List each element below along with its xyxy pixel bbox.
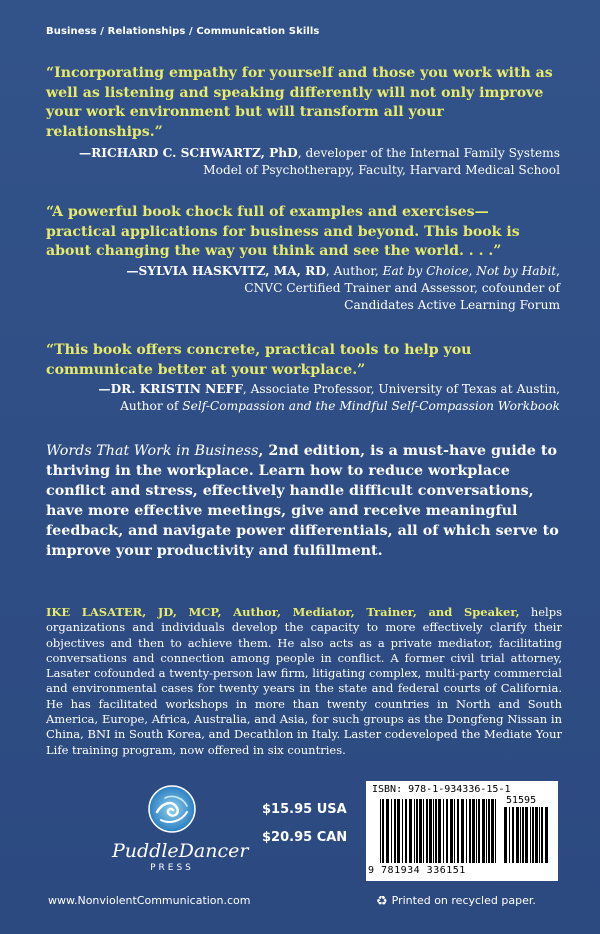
barcode	[366, 781, 558, 881]
endorsement-quote-1: “Incorporating empathy for yourself and those you work with as well as listening and speaking differently will not only improve your work environment but will transform all your relationships.”	[46, 65, 553, 140]
puddledancer-logo-icon	[147, 784, 197, 834]
endorsement-name-2: —SYLVIA HASKVITZ, MA, RD	[126, 264, 326, 278]
publisher-logo	[112, 784, 249, 873]
attribution-line: , Associate Professor, University of Texas at Austin,	[242, 382, 560, 396]
attribution-line: CNVC Certified Trainer and Assessor, cofounder of	[244, 280, 560, 295]
recycled-text: Printed on recycled paper.	[391, 894, 536, 907]
author-name: IKE LASATER, JD, MCP, Author, Mediator, Trainer, and Speaker,	[46, 605, 520, 619]
attribution-line: Model of Psychotherapy, Faculty, Harvard Medical School	[203, 162, 560, 177]
attribution-line: ,	[556, 264, 560, 278]
endorsement-attribution-1	[60, 145, 560, 179]
ean-digits: 9 781934 336151	[368, 865, 466, 876]
book-title: Self-Compassion and the Mindful Self-Compassion Workbook	[182, 398, 560, 413]
addon-barcode-icon	[504, 807, 552, 863]
ean-barcode-icon	[380, 799, 498, 863]
addon-digits: 51595	[506, 795, 537, 806]
attribution-line: Candidates Active Learning Forum	[344, 297, 560, 312]
recycle-icon: ♻	[376, 894, 388, 909]
price-usa: $15.95 USA	[262, 802, 347, 817]
bio-text: helps organizations and individuals develop the capacity to more effectively clarify their objectives and then to achieve them. He also acts as a private mediator, facilitating conversations and connection among people in conflict. A former civil trial attorney, Lasater cofounded a twenty-person law firm, litigating complex, multi-party commercial and environmental cases for twenty years in the state and federal courts of California. He has facilitated workshops in more than twenty countries in North and South America, Europe, Africa, Australia, and Asia, for such groups as the Dongfeng Nissan in China, BNI in South Korea, and Decathlon in Italy. Laster codeveloped the Mediate Your Life training program, now offered in six countries.	[46, 605, 562, 757]
category-label: Business / Relationships / Communication Skills	[46, 26, 320, 37]
isbn-text: ISBN: 978-1-934336-15-1	[372, 784, 511, 795]
website-url[interactable]: www.NonviolentCommunication.com	[48, 894, 251, 907]
author-bio	[46, 605, 562, 758]
endorsement-name-3: —DR. KRISTIN NEFF	[98, 382, 243, 396]
book-title: Words That Work in Business	[46, 443, 259, 459]
endorsement-name-1: —RICHARD C. SCHWARTZ, PhD	[78, 146, 298, 160]
endorsement-quote-2: “A powerful book chock full of examples and exercises— practical applications for business and beyond. This book is about changing the way you think and see the world. . . .”	[46, 204, 520, 259]
attribution-line: Author of	[120, 398, 183, 413]
book-title: Eat by Choice, Not by Habit	[382, 264, 557, 278]
endorsement-attribution-3	[40, 381, 560, 415]
endorsement-quote-3: “This book offers concrete, practical tools to help you communicate better at your workplace.”	[46, 342, 472, 378]
recycled-notice	[376, 894, 536, 909]
attribution-line: , developer of the Internal Family Systems	[297, 146, 560, 160]
publisher-press: PRESS	[150, 863, 194, 873]
attribution-line: , Author,	[325, 264, 383, 278]
description-body: , 2nd edition, is a must-have guide to thriving in the workplace. Learn how to reduce workplace conflict and stress, effectively handle difficult conversations, have more effective meetings, give and receive meaningful feedback, and navigate power differentials, all of which serve to improve your productivity and fulfillment.	[46, 443, 559, 559]
book-description	[46, 441, 562, 561]
price-can: $20.95 CAN	[262, 830, 348, 845]
publisher-name: PuddleDancer	[112, 840, 249, 862]
endorsement-attribution-2	[60, 263, 560, 313]
